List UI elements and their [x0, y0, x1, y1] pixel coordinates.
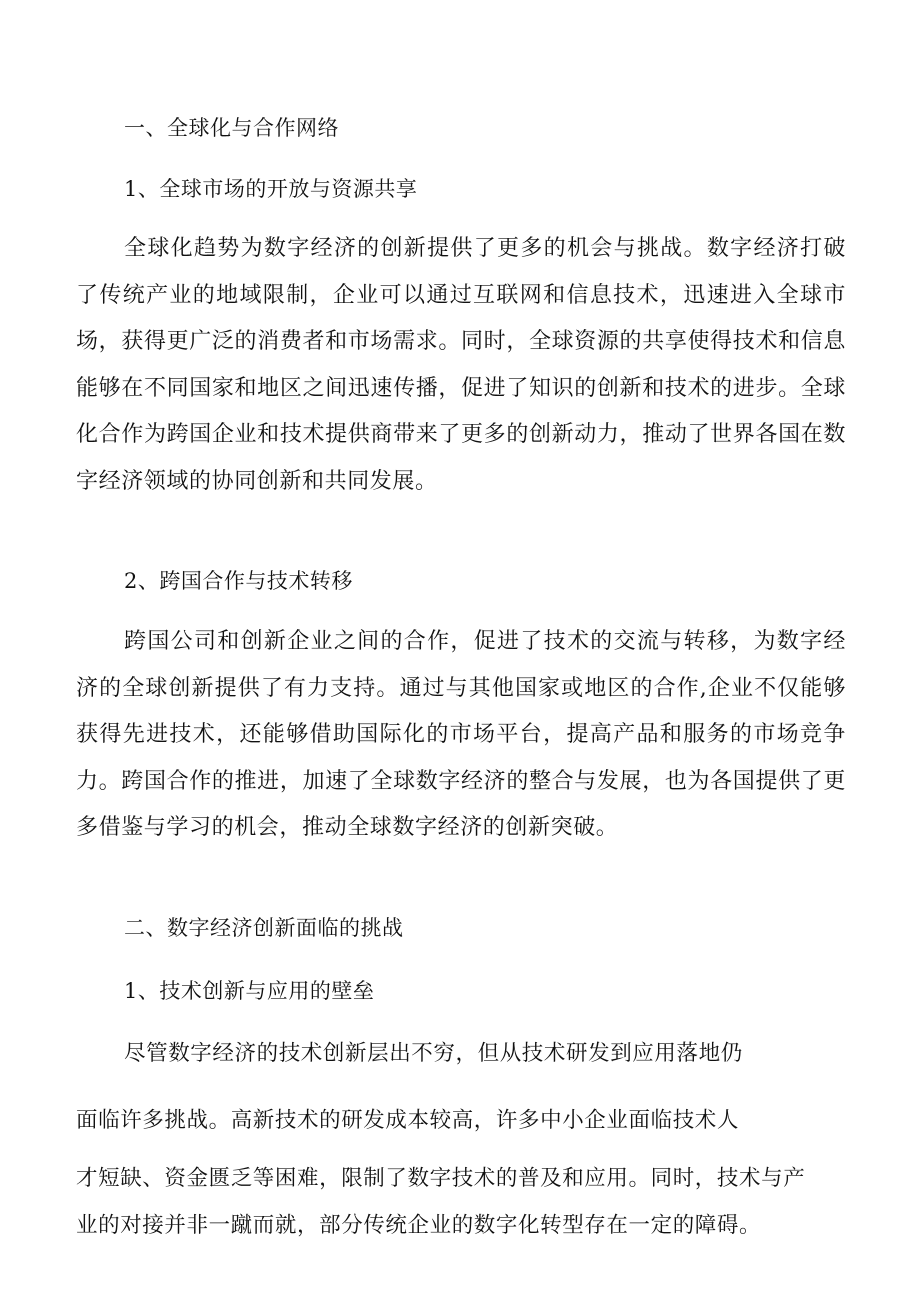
- paragraph-line: 面临许多挑战。高新技术的研发成本较高，许多中小企业面临技术人: [76, 1108, 740, 1133]
- section-heading-1: 一、全球化与合作网络: [124, 116, 339, 140]
- paragraph-line: 尽管数字经济的技术创新层出不穷，但从技术研发到应用落地仍: [124, 1041, 743, 1066]
- paragraph-line: 才短缺、资金匮乏等困难，限制了数字技术的普及和应用。同时，技术与产: [76, 1166, 806, 1191]
- paragraph-cross-border: 跨国公司和创新企业之间的合作，促进了技术的交流与转移，为数字经济的全球创新提供了有力支持。通过与其他国家或地区的合作,企业不仅能够获得先进技术，还能够借助国际化的市场平台，提高产品和服务的市场竞争力。跨国合作的推进，加速了全球数字经济的整合与发展，也为各国提供了更多借鉴与学习的机会，推动全球数字经济的创新突破。: [76, 629, 846, 841]
- paragraph-global-market: 全球化趋势为数字经济的创新提供了更多的机会与挑战。数字经济打破了传统产业的地域限制，企业可以通过互联网和信息技术，迅速进入全球市场，获得更广泛的消费者和市场需求。同时，全球资源的共享使得技术和信息能够在不同国家和地区之间迅速传播，促进了知识的创新和技术的进步。全球化合作为跨国企业和技术提供商带来了更多的创新动力，推动了世界各国在数字经济领域的协同创新和共同发展。: [76, 236, 846, 494]
- subsection-heading-2-1: 1、技术创新与应用的壁垒: [124, 979, 375, 1003]
- paragraph-line: 业的对接并非一蹴而就，部分传统企业的数字化转型存在一定的障碍。: [76, 1213, 762, 1238]
- subsection-heading-1-1: 1、全球市场的开放与资源共享: [124, 177, 418, 201]
- section-heading-2: 二、数字经济创新面临的挑战: [124, 916, 404, 940]
- subsection-heading-1-2: 2、跨国合作与技术转移: [124, 569, 353, 593]
